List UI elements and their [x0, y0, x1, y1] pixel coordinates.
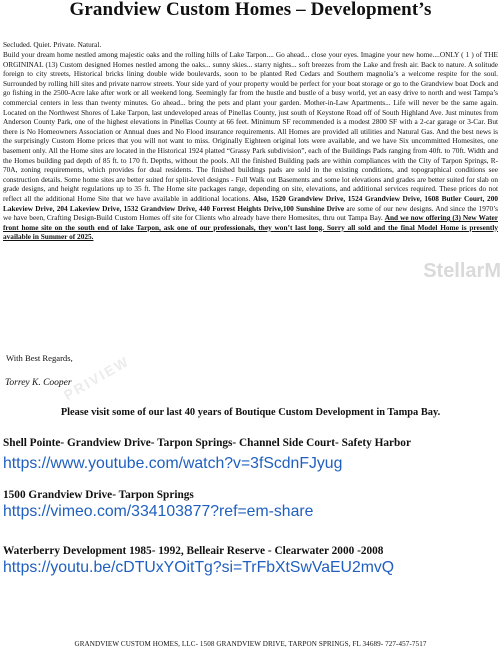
signature: Torrey K. Cooper [5, 378, 72, 388]
footer-address: GRANDVIEW CUSTOM HOMES, LLC- 1508 GRANDVIEW DRIVE, TARPON SPRINGS, FL 34689- 727-457-7517 [74, 640, 427, 648]
stellar-mls-watermark: StellarM [423, 260, 501, 282]
diagonal-watermark: PRIVIEW [60, 352, 133, 404]
description-text: Build your dream home nestled among majestic oaks and the rolling hills of Lake Tarpon.... Go ahead... close your eyes. Imagine your new home....ONLY ( 1 ) of THE ORGININAL (13) Custom designed Homes nestled among the oaks... sunny skies... starry nights... soft breezes from the Lake and fresh air. Back to nature. A solitude foreign to city streets, Historical bricks lining double wide boulevards, soon to be planted Red Cedars and Southern magnolia’s a welcome respite for the soul. Surrounded by rolling hill sites and private narrow streets. Your side yard of your property would be perfect for your boat storage or go to the Grandview boat Dock and go fishing in the 2500-Acre lake after work or all weekend long. Seemingly far from the hustle and bustle of a busy world, yet an easy drive to north and west Tampa’s commercial centers in less than twenty minutes. Go ahead... bring the pets and plant your garden. Mother-in-Law Apartments... Life will never be the same again. Located on the Northwest Shores of Lake Tarpon, last undeveloped areas of Pinellas County, just south of Keystone Road off of South Highland Ave. Just minutes from Anderson County Park, one of the highest elevations in Pinellas County at 66 feet. Minimum SF recommended is a modest 2800 SF with a 2-car garage or 3-Car. But there is No Homeowners Association or Annual dues and No Flood insurance requirements. All Homes are provided all utilities and Natural Gas. And the best news is the surprisingly Custom Home prices that you will not want to miss. Originally Eighteen original lots were available, and we have Six uncommitted Homesites, one basement only. All the Home sites are located in the Historical 1924 platted “Grassy Park subdivision”, each of the Buildings Pads ranging from 40ft. to 70ft. Width and the Homes building pad depth of 85 ft. to 170 ft. Depths, without the pools. All the finished Building pads are within compliances with the City of Tarpon Springs, R-70A, zoning requirements, which provides for dual residents. The finished buildings pads are sold in the existing conditions, and topographical conditions see construction details. Some home sites are better suited for split-level designs - Full Walk out Basements and some lot elevations and grades are better suited for slab on grade designs, and height regulations up to 35 ft. The Home site packages range, depending on site, elevations, and additional services required. These prices do not reflect all the additional Home Site that we have available in additional locations. [3, 50, 498, 203]
youtube-link-shell-pointe[interactable]: https://www.youtube.com/watch?v=3fScdnFJyug [3, 455, 343, 472]
visit-heading: Please visit some of our last 40 years of Boutique Custom Development in Tampa Bay. [60, 407, 441, 418]
vimeo-link-1500-grandview[interactable]: https://vimeo.com/334103877?ref=em-share [3, 503, 314, 520]
project-heading-1500-grandview: 1500 Grandview Drive- Tarpon Springs [3, 489, 194, 501]
closing-line: With Best Regards, [6, 353, 73, 363]
waterfront-offer-text: And we now offering (3) New Water front home site on the south end of lake Tarpon, ask one of our professionals, they won’t last long. Sorry all sold and the final Model Home is presently available in Summer of 2025. [3, 213, 499, 242]
project-heading-shell-pointe: Shell Pointe- Grandview Drive- Tarpon Springs- Channel Side Court- Safety Harbor [3, 437, 411, 449]
description-continued: are some of our new designs. And since the 1970’s we have been, Crafting Design-Build Custom Homes off site for Clients who already have there Homesites, thru out Tampa Bay. [3, 203, 499, 223]
addresses-bold-text: Also, 1520 Grandview Drive, 1524 Grandview Drive, 1608 Butler Court, 200 Lakeview Drive, 204 Lakeview Drive, 1532 Grandview Drive, 440 Forrest Heights Drive,100 Sunshine Drive [3, 193, 498, 213]
tagline: Secluded. Quiet. Private. Natural. [3, 40, 102, 49]
description-paragraph [3, 50, 498, 242]
project-heading-waterberry: Waterberry Development 1985- 1992, Belleair Reserve - Clearwater 2000 -2008 [3, 545, 384, 557]
page-title: Grandview Custom Homes – Development’s [69, 0, 432, 20]
youtube-link-waterberry[interactable]: https://youtu.be/cDTUxYOitTg?si=TrFbXtSwVaEU2mvQ [3, 559, 395, 576]
